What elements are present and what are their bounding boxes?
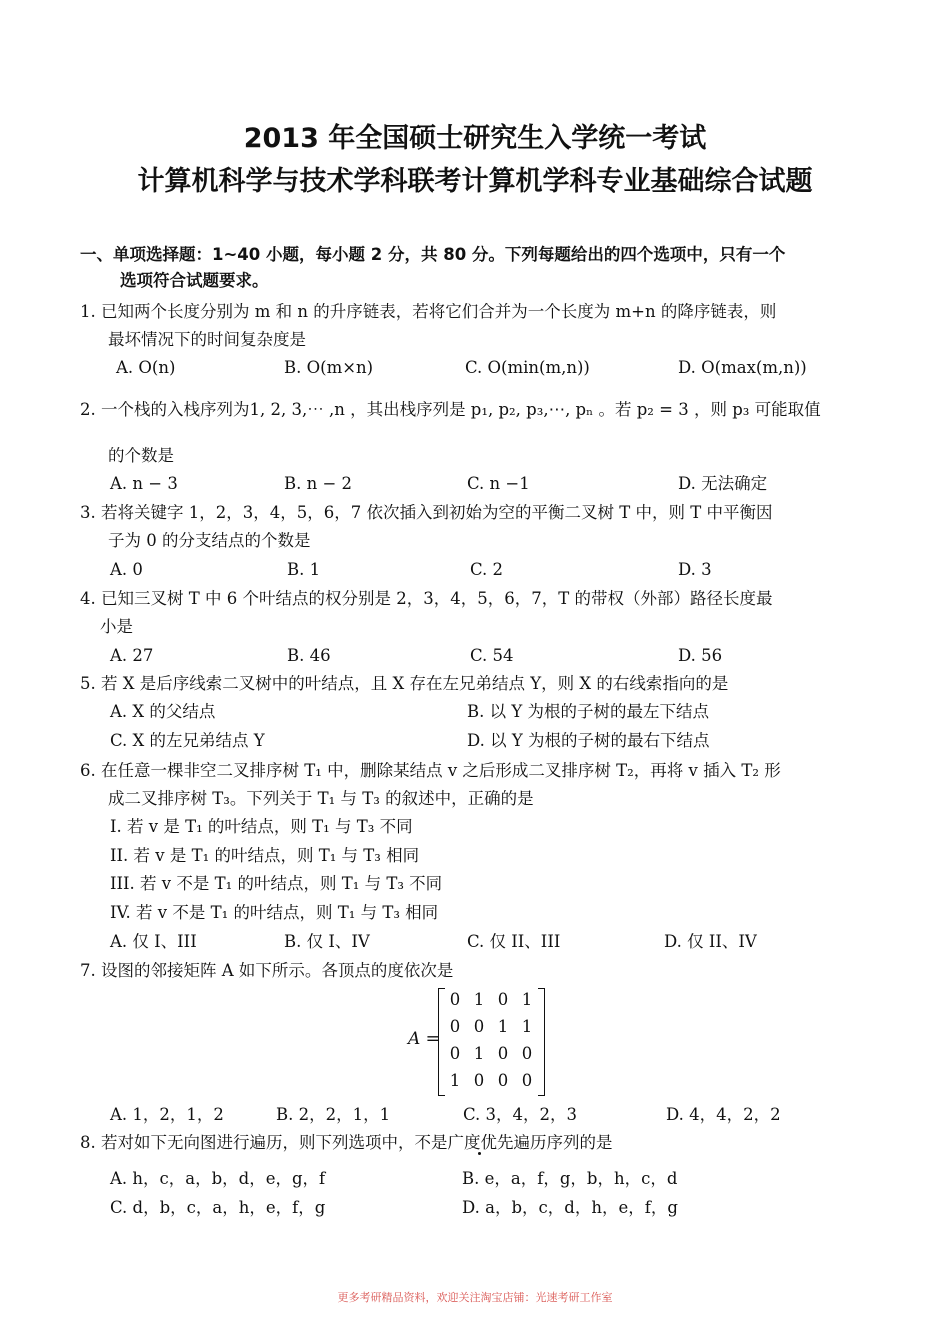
footer-watermark: 更多考研精品资料，欢迎关注淘宝店铺：光速考研工作室 [337,1291,613,1304]
q3-option-b: B. 1 [287,560,321,579]
q2-option-b: B. n − 2 [284,474,353,493]
q2-option-a: A. n − 3 [110,474,178,493]
exam-subtitle: 计算机科学与技术学科联考计算机学科专业基础综合试题 [137,166,813,197]
matrix-cell: 0 [497,1044,509,1063]
q8-option-b: B. e，a，f，g，b，h，c，d [462,1169,678,1188]
q5-option-d: D. 以 Y 为根的子树的最右下结点 [467,731,710,750]
q5-option-a: A. X 的父结点 [110,702,216,721]
q3-option-d: D. 3 [678,560,712,579]
q1-option-d: D. O(max(m,n)) [678,358,807,377]
q1-option-a: A. O(n) [116,358,176,377]
q1-stem: 1. 已知两个长度分别为 m 和 n 的升序链表，若将它们合并为一个长度为 m+n 的降序链表，则 [80,302,777,321]
matrix-cell: 0 [497,1071,509,1090]
q2-stem: 2. 一个栈的入栈序列为1, 2, 3,⋯ ,n ，其出栈序列是 p₁, p₂, p₃,⋯, pₙ 。若 p₂ = 3 ，则 p₃ 可能取值 [80,400,821,419]
matrix-right-bracket [538,988,545,1096]
section-heading: 一、单项选择题：1~40 小题，每小题 2 分，共 80 分。下列每题给出的四个选项中，只有一个 [80,245,786,264]
q6-statement-i: I. 若 v 是 T₁ 的叶结点，则 T₁ 与 T₃ 不同 [110,817,413,836]
q6-option-b: B. 仅 I、IV [284,932,370,951]
matrix-cell: 0 [473,1071,485,1090]
matrix-label: A = [408,1029,440,1049]
q1-option-b: B. O(m×n) [284,358,374,377]
q6-option-c: C. 仅 II、III [467,932,561,951]
q6-stem-cont: 成二叉排序树 T₃。下列关于 T₁ 与 T₃ 的叙述中，正确的是 [108,789,534,808]
matrix-cell: 0 [497,990,509,1009]
q7-stem: 7. 设图的邻接矩阵 A 如下所示。各顶点的度依次是 [80,961,454,980]
q4-option-a: A. 27 [110,646,154,665]
q4-stem: 4. 已知三叉树 T 中 6 个叶结点的权分别是 2，3，4，5，6，7，T 的带权（外部）路径长度最 [80,589,773,608]
q2-option-c: C. n −1 [467,474,530,493]
q8-stem: 8. 若对如下无向图进行遍历，则下列选项中，不是广度优先遍历序列的是 [80,1133,613,1152]
matrix-cell: 0 [449,1044,461,1063]
matrix-cell: 1 [449,1071,461,1090]
adjacency-matrix [408,986,548,1098]
q7-option-b: B. 2，2，1，1 [276,1105,391,1124]
section-heading-cont: 选项符合试题要求。 [120,271,269,290]
q3-option-a: A. 0 [110,560,143,579]
matrix-cell: 0 [521,1071,533,1090]
q2-stem-cont: 的个数是 [108,446,174,465]
exam-title: 2013 年全国硕士研究生入学统一考试 [243,123,707,154]
q6-option-d: D. 仅 II、IV [664,932,757,951]
matrix-cell: 1 [521,1017,533,1036]
q3-stem-cont: 子为 0 的分支结点的个数是 [108,531,311,550]
q6-stem: 6. 在任意一棵非空二叉排序树 T₁ 中，删除某结点 v 之后形成二叉排序树 T₂，再将 v 插入 T₂ 形 [80,761,781,780]
q1-option-c: C. O(min(m,n)) [465,358,590,377]
q4-option-d: D. 56 [678,646,723,665]
matrix-cell: 0 [449,1017,461,1036]
matrix-cell: 1 [521,990,533,1009]
q4-option-c: C. 54 [470,646,514,665]
q5-option-b: B. 以 Y 为根的子树的最左下结点 [467,702,709,721]
q8-option-c: C. d，b，c，a，h，e，f，g [110,1198,326,1217]
q6-option-a: A. 仅 I、III [110,932,197,951]
q1-stem-cont: 最坏情况下的时间复杂度是 [108,330,306,349]
matrix-cell: 0 [521,1044,533,1063]
matrix-cell: 1 [473,990,485,1009]
q7-option-a: A. 1，2，1，2 [110,1105,224,1124]
q5-stem: 5. 若 X 是后序线索二叉树中的叶结点，且 X 存在左兄弟结点 Y，则 X 的右线索指向的是 [80,674,729,693]
q8-option-a: A. h，c，a，b，d，e，g，f [110,1169,326,1188]
q4-stem-cont: 小是 [100,617,133,636]
matrix-cell: 1 [497,1017,509,1036]
q7-option-d: D. 4，4，2，2 [666,1105,781,1124]
q6-statement-iv: IV. 若 v 不是 T₁ 的叶结点，则 T₁ 与 T₃ 相同 [110,903,439,922]
matrix-cell: 0 [449,990,461,1009]
matrix-cell: 1 [473,1044,485,1063]
q8-option-d: D. a，b，c，d，h，e，f，g [462,1198,678,1217]
q3-option-c: C. 2 [470,560,504,579]
q2-option-d: D. 无法确定 [678,474,768,493]
q6-statement-ii: II. 若 v 是 T₁ 的叶结点，则 T₁ 与 T₃ 相同 [110,846,420,865]
matrix-cell: 0 [473,1017,485,1036]
q3-stem: 3. 若将关键字 1，2，3，4，5，6，7 依次插入到初始为空的平衡二叉树 T 中，则 T 中平衡因 [80,503,773,522]
q4-option-b: B. 46 [287,646,331,665]
q5-option-c: C. X 的左兄弟结点 Y [110,731,265,750]
emphasis-dot [478,1152,481,1155]
q6-statement-iii: III. 若 v 不是 T₁ 的叶结点，则 T₁ 与 T₃ 不同 [110,874,443,893]
q7-option-c: C. 3，4，2，3 [463,1105,578,1124]
